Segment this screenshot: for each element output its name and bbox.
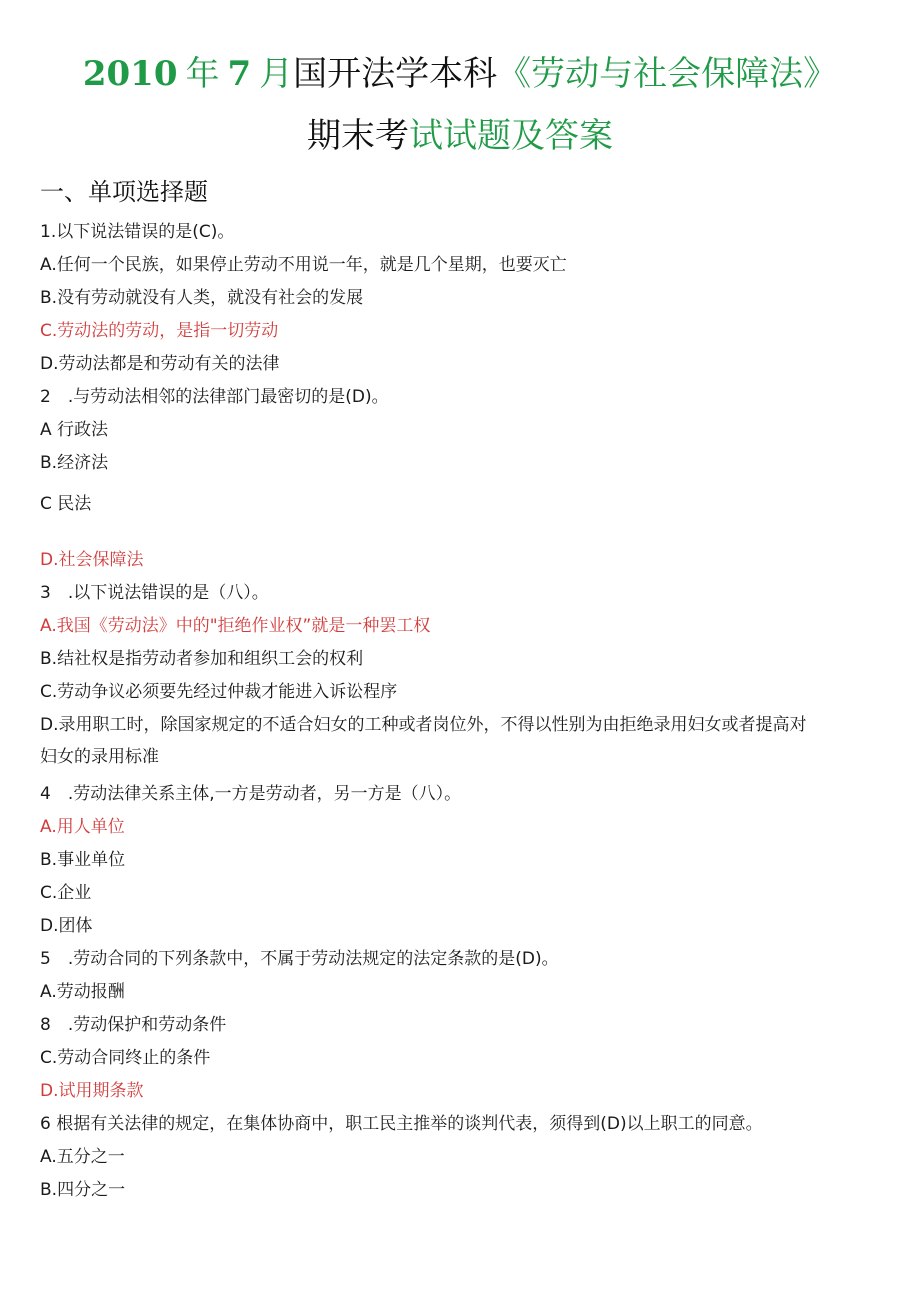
question-line: 1.以下说法错误的是(C)。 xyxy=(40,222,235,242)
answer-line: A.用人单位 xyxy=(40,817,125,837)
title-year-suffix: 年 xyxy=(185,54,220,94)
title-course: 《劳动与社会保障法》 xyxy=(497,54,838,94)
option-line: B.四分之一 xyxy=(40,1180,126,1200)
option-line: A.五分之一 xyxy=(40,1147,125,1167)
answer-line: C.劳动法的劳动，是指一切劳动 xyxy=(40,321,279,341)
section-heading: 一、单项选择题 xyxy=(40,178,208,206)
option-line: B.经济法 xyxy=(40,453,109,473)
answer-line: D.试用期条款 xyxy=(40,1081,144,1101)
answer-line: D.社会保障法 xyxy=(40,550,144,570)
option-line: A.任何一个民族，如果停止劳动不用说一年，就是几个星期，也要灭亡 xyxy=(40,255,567,275)
option-line: A.劳动报酬 xyxy=(40,982,125,1002)
option-line: B.没有劳动就没有人类，就没有社会的发展 xyxy=(40,288,364,308)
title-program: 国开法学本科 xyxy=(293,54,498,94)
question-line: 2 .与劳动法相邻的法律部门最密切的是(D)。 xyxy=(40,387,389,407)
title-month-suffix: 月 xyxy=(259,54,294,94)
title-line-1 xyxy=(0,54,920,94)
question-line: 6 根据有关法律的规定，在集体协商中，职工民主推举的谈判代表，须得到(D)以上职工的同意。 xyxy=(40,1114,763,1134)
option-line: B.结社权是指劳动者参加和组织工会的权利 xyxy=(40,649,364,669)
title-year: 2010 xyxy=(82,54,178,94)
option-line: D.团体 xyxy=(40,916,93,936)
option-line: D.录用职工时，除国家规定的不适合妇女的工种或者岗位外，不得以性别为由拒绝录用妇女或者提高对 xyxy=(40,715,807,735)
title-month: 7 xyxy=(227,54,252,94)
question-line: 5 .劳动合同的下列条款中，不属于劳动法规定的法定条款的是(D)。 xyxy=(40,949,559,969)
option-line: 8 .劳动保护和劳动条件 xyxy=(40,1015,227,1035)
answer-line: A.我国《劳动法》中的"拒绝作业权”就是一种罢工权 xyxy=(40,616,431,636)
option-line: C.劳动合同终止的条件 xyxy=(40,1048,211,1068)
option-line: 妇女的录用标准 xyxy=(40,747,159,767)
question-line: 3 .以下说法错误的是（八）。 xyxy=(40,583,269,603)
question-line: 4 .劳动法律关系主体,一方是劳动者，另一方是（八）。 xyxy=(40,784,462,804)
option-line: C.劳动争议必须要先经过仲裁才能进入诉讼程序 xyxy=(40,682,398,702)
option-line: C 民法 xyxy=(40,494,92,514)
option-line: B.事业单位 xyxy=(40,850,126,870)
title-line-2 xyxy=(0,116,920,156)
option-line: C.企业 xyxy=(40,883,92,903)
option-line: A 行政法 xyxy=(40,420,109,440)
option-line: D.劳动法都是和劳动有关的法律 xyxy=(40,354,280,374)
title-answers: 试试题及答案 xyxy=(409,116,613,156)
title-exam: 期末考 xyxy=(307,116,409,156)
